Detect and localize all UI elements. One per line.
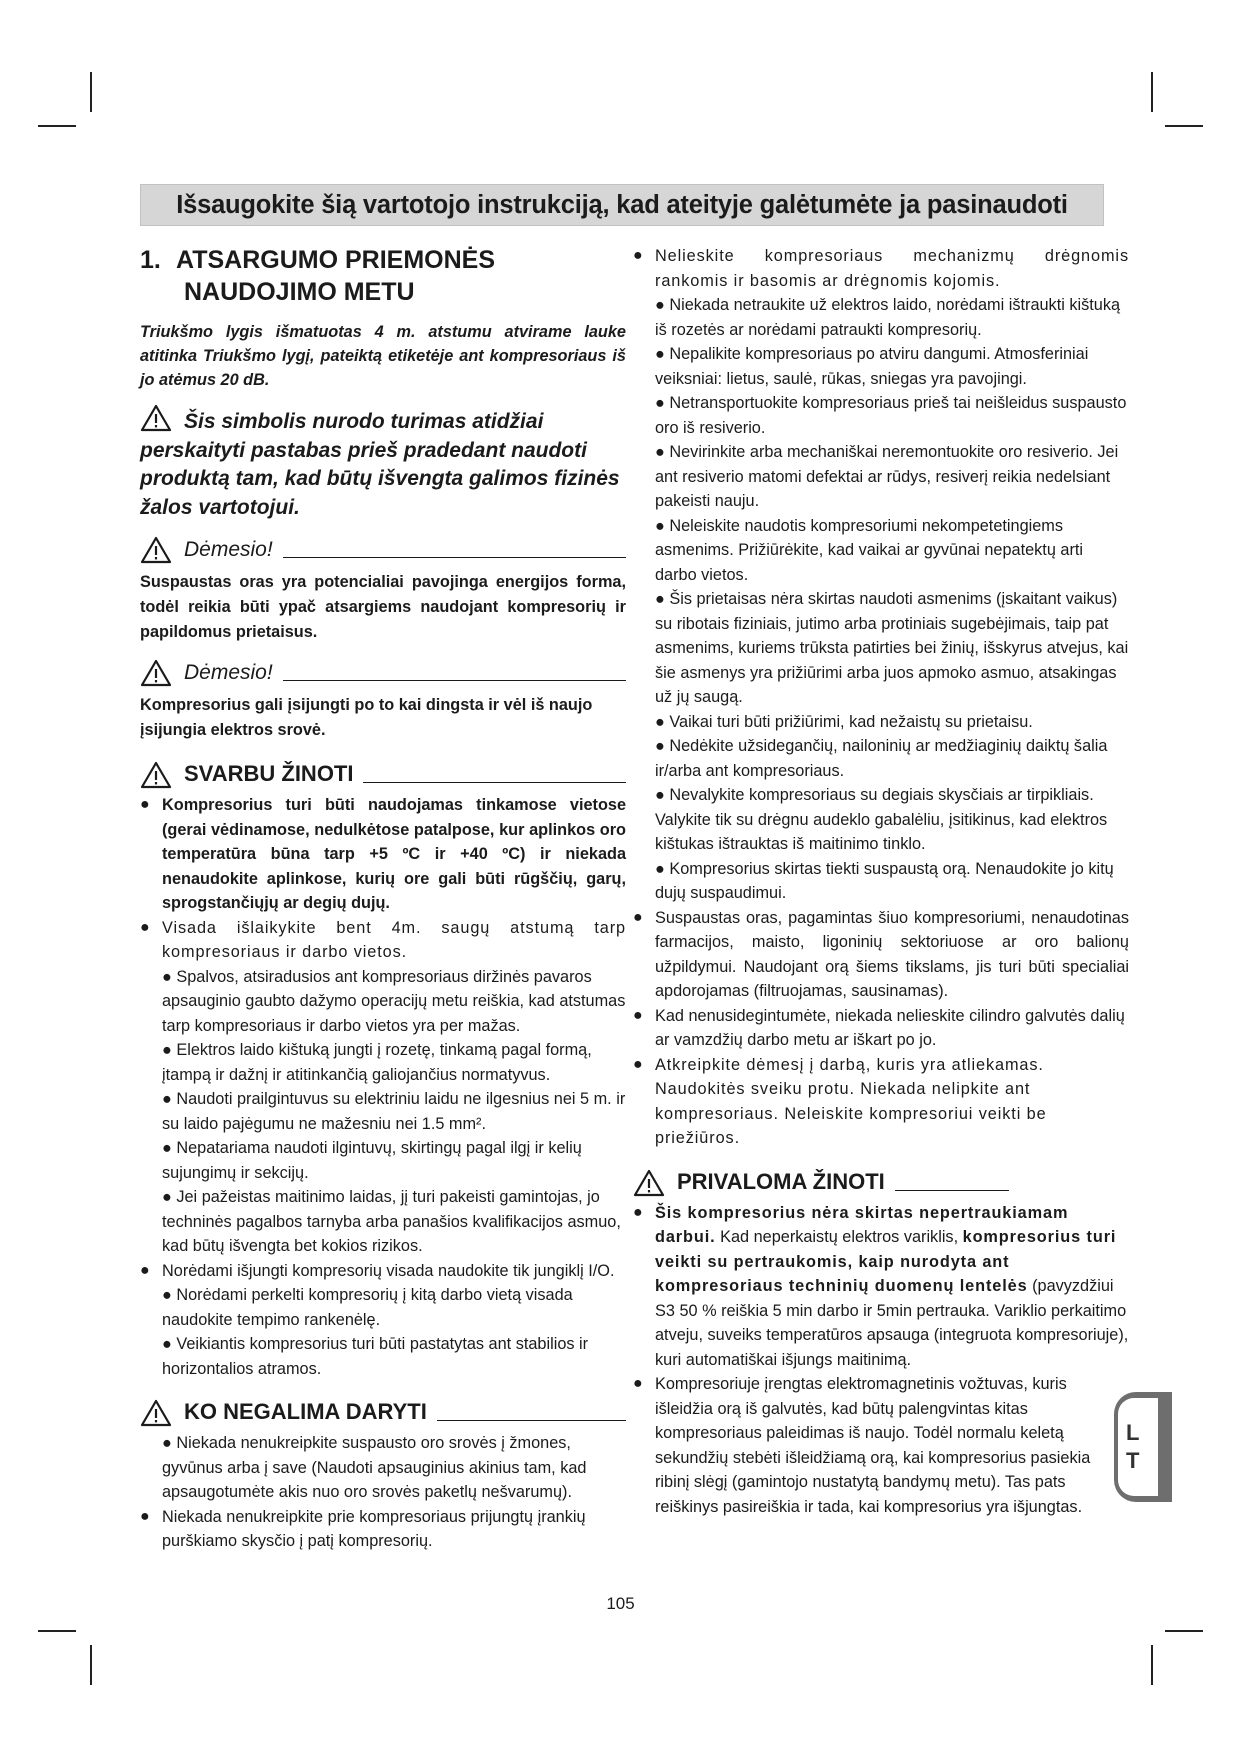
list-item-text: Visada išlaikykite bent 4m. saugų atstumą tarp kompresoriaus ir darbo vietos. <box>162 918 626 961</box>
list-item-text <box>655 1201 1129 1373</box>
attention-title: Dėmesio! <box>184 661 273 684</box>
list-item-text: Atkreipkite dėmesį į darbą, kuris yra atliekamas. Naudokitės sveiku protu. Niekada nelipkite ant kompresoriaus. Neleiskite kompresoriui veikti be priežiūros. <box>655 1055 1047 1147</box>
dont-title: KO NEGALIMA DARYTI <box>184 1399 427 1424</box>
warning-triangle-icon <box>140 1399 172 1427</box>
sub-item: ● Spalvos, atsiradusios ant kompresoriaus diržinės pavaros apsauginio gaubto dažymo operacijų metu reiškia, kad atstumas tarp kompresoriaus ir darbo vietos yra per mažas. <box>162 967 626 1035</box>
list-item: ● Kompresorius turi būti naudojamas tinkamose vietose (gerai vėdinamose, nedulkėtose patalpose, kur aplinkos oro temperatūra būna tarp +5 ºC ir +40 ºC) ir niekada nenaudokite aplinkose, kurių ore gali būti rūgščių, garų, sprogstančiųjų ar degių dujų. <box>140 793 626 916</box>
crop-mark <box>38 125 76 127</box>
sub-item: ● Veikiantis kompresorius turi būti pastatytas ant stabilios ir horizontalios atramos. <box>162 1335 589 1378</box>
warning-triangle-icon <box>633 1169 665 1197</box>
list-item-text: Kompresoriuje įrengtas elektromagnetinis vožtuvas, kuris išleidžia orą iš galvutės, kad būtų palengvintas kitas kompresoriaus paleidimas iš naujo. Todėl normalu keletą sekundžių stebėti išleidžiamą orą, kai kompresorius pasiekia ribinį slėgį (gamintojo nustatytą bandymų metu). Tas pats reiškinys pasireiškia ir tada, kai kompresorius yra išjungtas. <box>655 1375 1091 1516</box>
list-item: ● Šis kompresorius nėra skirtas nepertraukiamam darbui. Kad neperkaistų elektros variklis, kompresorius turi veikti su pertraukomis, kaip nurodyta ant kompresoriaus techninių duomenų lentelės (pavyzdžiui S3 50 % reiškia 5 min darbo ir 5min pertrauka. Variklio perkaitimo atveju, suveiks temperatūros apsauga (integruota kompresoriuje), kuri automatiškai išjungs maitinimą. <box>633 1201 1129 1373</box>
list-item-text: Niekada nenukreipkite prie kompresoriaus prijungtų įrankių purškiamo skysčio į patį kompresorių. <box>162 1507 586 1550</box>
language-tab-label <box>1118 1398 1158 1496</box>
sub-item-text: Vaikai turi būti prižiūrimi, kad nežaistų su prietaisu. <box>669 712 1033 731</box>
sub-item-text: Kompresorius skirtas tiekti suspaustą orą. Nenaudokite jo kitų dujų suspaudimui. <box>655 859 1114 902</box>
important-title: SVARBU ŽINOTI <box>184 761 354 786</box>
section-title <box>140 244 626 308</box>
sub-item-text: Nepalikite kompresoriaus po atviru dangumi. Atmosferiniai veiksniai: lietus, saulė, rūkas, sniegas yra pavojingi. <box>655 345 1089 388</box>
sub-item: ● Niekada netraukite už elektros laido, norėdami ištraukti kištuką iš rozetės ar norėdami patraukti kompresorių. <box>655 296 1121 339</box>
list-item: ● Nelieskite kompresoriaus mechanizmų drėgnomis rankomis ir basomis ar drėgnomis kojomis. <box>633 244 1129 293</box>
crop-mark <box>1165 125 1203 127</box>
crop-mark <box>90 72 92 112</box>
list-item: ● Visada išlaikykite bent 4m. saugų atstumą tarp kompresoriaus ir darbo vietos. <box>140 916 626 965</box>
sub-item: ● Neleiskite naudotis kompresoriumi nekompetetingiems asmenims. Prižiūrėkite, kad vaikai ar gyvūnai nepatektų arti darbo vietos. <box>655 516 1084 584</box>
list-item: ● Suspaustas oras, pagamintas šiuo kompresoriumi, nenaudotinas farmacijos, maisto, ligoninių sektoriuose ar oro balionų užpildymui. Naudojant orą šiems tikslams, jis turi būti specialiai apdorojamas (filtruojamas, sausinamas). <box>633 906 1129 1004</box>
sub-item: ● Niekada nenukreipkite suspausto oro srovės į žmones, gyvūnus arba į save (Naudoti apsauginius akinius tam, kad apsaugotumėte akis nuo oro srovės paketlų nešvarumų). <box>162 1434 587 1501</box>
warning-triangle-icon <box>140 761 172 789</box>
warning-triangle-icon <box>140 404 172 432</box>
left-column <box>140 244 626 1554</box>
sub-item-text: Nedėkite užsidegančių, nailoninių ar medžiaginių daiktų šalia ir/arba ant kompresoriaus. <box>655 737 1108 780</box>
page-banner: Išsaugokite šią vartotojo instrukciją, kad ateityje galėtumėte ja pasinaudoti <box>140 184 1104 226</box>
symbol-note <box>140 404 626 522</box>
language-tab-letter-2: T <box>1126 1448 1140 1473</box>
sub-item-text: Nevirinkite arba mechaniškai neremontuokite oro resiverio. Jei ant resiverio matomi defektai ar rūdys, resiverį reikia nedelsiant pakeisti nauju. <box>655 443 1119 510</box>
list-item: ● Niekada nenukreipkite prie kompresoriaus prijungtų įrankių purškiamo skysčio į patį kompresorių. <box>140 1505 626 1554</box>
sub-item-text: Jei pažeistas maitinimo laidas, jį turi pakeisti gamintojas, jo techninės pagalbos tarnyba arba panašios kvalifikacijos asmuo, kad būtų išvengta bet kokios rizikos. <box>162 1188 621 1255</box>
sub-item: ● Nepalikite kompresoriaus po atviru dangumi. Atmosferiniai veiksniai: lietus, saulė, rūkas, sniegas yra pavojingi. <box>655 345 1089 388</box>
crop-mark <box>1151 1645 1153 1685</box>
sub-item-text: Spalvos, atsiradusios ant kompresoriaus diržinės pavaros apsauginio gaubto dažymo operacijų metu reiškia, kad atstumas tarp kompresoriaus ir darbo vietos yra per mažas. <box>162 967 626 1035</box>
symbol-note-text: Šis simbolis nurodo turimas atidžiai perskaityti pastabas prieš pradedant naudoti produktą tam, kad būtų išvengta galimos fizinės žalos vartotojui. <box>140 410 620 519</box>
sub-item: ● Nevirinkite arba mechaniškai neremontuokite oro resiverio. Jei ant resiverio matomi defektai ar rūdys, resiverį reikia nedelsiant pakeisti nauju. <box>655 443 1119 510</box>
attention-heading-2 <box>140 659 626 687</box>
warning-triangle-icon <box>140 659 172 687</box>
list-item-text: Suspaustas oras, pagamintas šiuo kompresoriumi, nenaudotinas farmacijos, maisto, ligoninių sektoriuose ar oro balionų užpildymui. Naudojant orą šiems tikslams, jis turi būti specialiai apdorojamas (filtruojamas, sausinamas). <box>655 908 1129 1000</box>
sub-item: ● Jei pažeistas maitinimo laidas, jį turi pakeisti gamintojas, jo techninės pagalbos tarnyba arba panašios kvalifikacijos asmuo, kad būtų išvengta bet kokios rizikos. <box>162 1188 621 1255</box>
list-item-text: Norėdami išjungti kompresorių visada naudokite tik jungiklį I/O. <box>162 1261 615 1280</box>
mandatory-normal-2: (pavyzdžiui S3 50 % reiškia 5 min darbo ir 5min pertrauka. Variklio perkaitimo atveju, suveiks temperatūros apsauga (integruota kompresoriuje), kuri automatiškai išjungs maitinimą. <box>655 1277 1129 1369</box>
sub-item: ● Elektros laido kištuką jungti į rozetę, tinkamą pagal formą, įtampą ir dažnį ir atitinkančią galiojančius normatyvus. <box>162 1041 592 1084</box>
section-number: 1. <box>140 246 161 274</box>
sub-item-text: Veikiantis kompresorius turi būti pastatytas ant stabilios ir horizontalios atramos. <box>162 1335 589 1378</box>
section-title-line1: ATSARGUMO PRIEMONĖS <box>176 246 495 274</box>
list-item-text: Kad nenusidegintumėte, niekada nelieskite cilindro galvutės dalių ar vamzdžių darbo metu ar iškart po jo. <box>655 1006 1125 1049</box>
sub-item: ● Norėdami perkelti kompresorių į kitą darbo vietą visada naudokite tempimo rankenėlę. <box>162 1286 573 1329</box>
sub-item: ● Šis prietaisas nėra skirtas naudoti asmenims (įskaitant vaikus) su ribotais fiziniais, jutimo arba protiniais sugebėjimais, taip pat asmenims, kuriems trūksta patirties bei žinių, išskyrus atvejus, kai šie asmenys yra prižiūrimi arba juos apmoko asmuo, atsakingas už jų saugą. <box>655 590 1129 706</box>
sub-item-text: Naudoti prailgintuvus su elektriniu laidu ne ilgesnius nei 5 m. ir su laido pajėgumu ne mažesniu nei 1.5 mm². <box>162 1090 626 1133</box>
sub-item: ● Naudoti prailgintuvus su elektriniu laidu ne ilgesnius nei 5 m. ir su laido pajėgumu ne mažesniu nei 1.5 mm². <box>162 1090 626 1133</box>
mandatory-heading <box>633 1167 1129 1197</box>
mandatory-title: PRIVALOMA ŽINOTI <box>677 1168 885 1194</box>
language-tab-letter-1: L <box>1126 1420 1140 1445</box>
crop-mark <box>1165 1630 1203 1632</box>
sub-item-text: Niekada nenukreipkite suspausto oro srovės į žmones, gyvūnus arba į save (Naudoti apsauginius akinius tam, kad apsaugotumėte akis nuo oro srovės paketlų nešvarumų). <box>162 1434 587 1501</box>
crop-mark <box>90 1645 92 1685</box>
page-number: 105 <box>606 1594 635 1613</box>
crop-mark <box>38 1630 76 1632</box>
list-item: ● Atkreipkite dėmesį į darbą, kuris yra atliekamas. Naudokitės sveiku protu. Niekada nelipkite ant kompresoriaus. Neleiskite kompresoriui veikti be priežiūros. <box>633 1053 1129 1151</box>
list-item: ● Norėdami išjungti kompresorių visada naudokite tik jungiklį I/O. <box>140 1259 626 1284</box>
mandatory-normal-1: Kad neperkaistų elektros variklis, <box>715 1228 963 1246</box>
sub-item: ● Vaikai turi būti prižiūrimi, kad nežaistų su prietaisu. <box>655 712 1033 731</box>
sub-item-text: Netransportuokite kompresoriaus prieš tai neišleidus suspausto oro iš resiverio. <box>655 394 1127 437</box>
sub-item-text: Norėdami perkelti kompresorių į kitą darbo vietą visada naudokite tempimo rankenėlę. <box>162 1286 573 1329</box>
attention-text-1: Suspaustas oras yra potencialiai pavojinga energijos forma, todėl reikia būti ypač atsargiems naudojant kompresorių ir papildomus prietaisus. <box>140 573 626 641</box>
list-item: ● Kompresoriuje įrengtas elektromagnetinis vožtuvas, kuris išleidžia orą iš galvutės, kad būtų palengvintas kitas kompresoriaus paleidimas iš naujo. Todėl normalu keletą sekundžių stebėti išleidžiamą orą, kai kompresorius pasiekia ribinį slėgį (gamintojo nustatytą bandymų metu). Tas pats reiškinys pasireiškia ir tada, kai kompresorius yra išjungtas. <box>633 1372 1129 1519</box>
sub-item-text: Neleiskite naudotis kompresoriumi nekompetetingiems asmenims. Prižiūrėkite, kad vaikai ar gyvūnai nepatektų arti darbo vietos. <box>655 516 1084 584</box>
attention-heading-1 <box>140 536 626 564</box>
right-column <box>633 244 1129 1519</box>
crop-mark <box>1151 72 1153 112</box>
list-item-text: Nelieskite kompresoriaus mechanizmų drėgnomis rankomis ir basomis ar drėgnomis kojomis. <box>655 247 1129 290</box>
attention-text-2: Kompresorius gali įsijungti po to kai dingsta ir vėl iš naujo įsijungia elektros srovė. <box>140 696 593 739</box>
list-item-text: Kompresorius turi būti naudojamas tinkamose vietose (gerai vėdinamose, nedulkėtose patalpose, kur aplinkos oro temperatūra būna tarp +5 ºC ir +40 ºC) ir niekada nenaudokite aplinkose, kurių ore gali būti rūgščių, garų, sprogstančiųjų ar degių dujų. <box>162 796 626 912</box>
sub-item-text: Šis prietaisas nėra skirtas naudoti asmenims (įskaitant vaikus) su ribotais fiziniais, jutimo arba protiniais sugebėjimais, taip pat asmenims, kuriems trūksta patirties bei žinių, išskyrus atvejus, kai šie asmenys yra prižiūrimi arba juos apmoko asmuo, atsakingas už jų saugą. <box>655 590 1129 706</box>
attention-title: Dėmesio! <box>184 538 273 561</box>
sub-item: ● Nepatariama naudoti ilgintuvų, skirtingų pagal ilgį ir kelių sujungimų ir sekcijų. <box>162 1139 582 1182</box>
important-heading <box>140 759 626 789</box>
sub-item: ● Netransportuokite kompresoriaus prieš tai neišleidus suspausto oro iš resiverio. <box>655 394 1127 437</box>
dont-heading <box>140 1397 626 1427</box>
sub-item: ● Nedėkite užsidegančių, nailoninių ar medžiaginių daiktų šalia ir/arba ant kompresoriaus. <box>655 737 1108 780</box>
mandatory-bold-2: kompresorius turi veikti su pertraukomis, kaip nurodyta ant kompresoriaus techninių duomenų lentelės <box>655 1228 1117 1295</box>
sub-item-text: Niekada netraukite už elektros laido, norėdami ištraukti kištuką iš rozetės ar norėdami patraukti kompresorių. <box>655 296 1121 339</box>
section-title-line2: NAUDOJIMO METU <box>184 278 415 306</box>
sub-item-text: Nepatariama naudoti ilgintuvų, skirtingų pagal ilgį ir kelių sujungimų ir sekcijų. <box>162 1139 582 1182</box>
sub-item: ● Kompresorius skirtas tiekti suspaustą orą. Nenaudokite jo kitų dujų suspaudimui. <box>655 859 1114 902</box>
mandatory-bold-1: Šis kompresorius nėra skirtas nepertraukiamam darbui. <box>655 1203 1069 1246</box>
noise-note: Triukšmo lygis išmatuotas 4 m. atstumu atvirame lauke atitinka Triukšmo lygį, pateiktą etiketėje ant kompresoriaus iš jo atėmus 20 dB. <box>140 323 626 389</box>
sub-item: ● Nevalykite kompresoriaus su degiais skysčiais ar tirpikliais. Valykite tik su drėgnu audeklo gabalėliu, įsitikinus, kad elektros kištukas ištrauktas iš maitinimo tinklo. <box>655 786 1108 853</box>
list-item: ● Kad nenusidegintumėte, niekada nelieskite cilindro galvutės dalių ar vamzdžių darbo metu ar iškart po jo. <box>633 1004 1129 1053</box>
sub-item-text: Elektros laido kištuką jungti į rozetę, tinkamą pagal formą, įtampą ir dažnį ir atitinkančią galiojančius normatyvus. <box>162 1041 592 1084</box>
warning-triangle-icon <box>140 536 172 564</box>
sub-item-text: Nevalykite kompresoriaus su degiais skysčiais ar tirpikliais. Valykite tik su drėgnu audeklo gabalėliu, įsitikinus, kad elektros kištukas ištrauktas iš maitinimo tinklo. <box>655 786 1108 853</box>
